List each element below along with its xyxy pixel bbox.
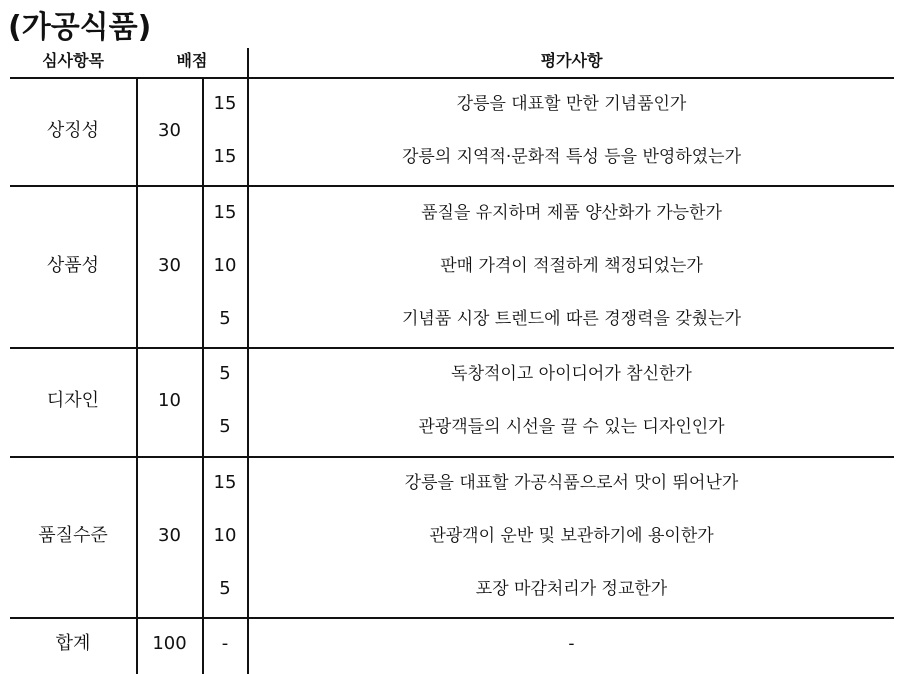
item-score: 15: [213, 93, 237, 114]
item-criteria: 품질을 유지하며 제품 양산화가 가능한가: [421, 203, 722, 223]
group-total: 30: [158, 255, 181, 276]
item-score: 5: [219, 416, 231, 437]
header-score: 배점: [176, 51, 208, 70]
group-name: 디자인: [46, 390, 100, 411]
item-score: 5: [219, 578, 231, 599]
header-criteria: 평가사항: [540, 51, 603, 70]
total-row-total: 100: [152, 633, 187, 654]
item-score: 10: [213, 255, 237, 276]
group-name: 상징성: [46, 120, 100, 141]
item-score: 5: [219, 308, 231, 329]
item-criteria: 관광객들의 시선을 끌 수 있는 디자인인가: [418, 417, 725, 437]
group-total: 10: [158, 390, 181, 411]
rule-header: [10, 77, 894, 79]
rule-group-4: [10, 617, 894, 619]
total-row-criteria: -: [568, 634, 575, 654]
rule-group-1: [10, 185, 894, 187]
item-score: 5: [219, 363, 231, 384]
page-title: (가공식품): [8, 10, 152, 45]
group-total: 30: [158, 120, 181, 141]
group-name: 상품성: [46, 255, 100, 276]
item-score: 15: [213, 202, 237, 223]
header-category: 심사항목: [42, 51, 104, 70]
item-score: 15: [213, 146, 237, 167]
item-criteria: 판매 가격이 적절하게 책정되었는가: [440, 256, 703, 276]
total-row-name: 합계: [55, 633, 91, 654]
item-criteria: 기념품 시장 트렌드에 따른 경쟁력을 갖췄는가: [401, 309, 742, 329]
group-name: 품질수준: [38, 525, 108, 546]
group-total: 30: [158, 525, 181, 546]
total-row-score: -: [221, 633, 229, 654]
item-score: 15: [213, 472, 237, 493]
item-criteria: 강릉을 대표할 만한 기념품인가: [456, 94, 687, 114]
item-score: 10: [213, 525, 237, 546]
rule-group-3: [10, 456, 894, 458]
item-criteria: 강릉을 대표할 가공식품으로서 맛이 뛰어난가: [404, 473, 739, 493]
item-criteria: 독창적이고 아이디어가 참신한가: [451, 364, 692, 384]
item-criteria: 포장 마감처리가 정교한가: [475, 579, 668, 599]
item-criteria: 강릉의 지역적·문화적 특성 등을 반영하였는가: [401, 147, 742, 167]
col-divider-1: [136, 78, 138, 674]
rule-group-2: [10, 347, 894, 349]
item-criteria: 관광객이 운반 및 보관하기에 용이한가: [429, 526, 714, 546]
